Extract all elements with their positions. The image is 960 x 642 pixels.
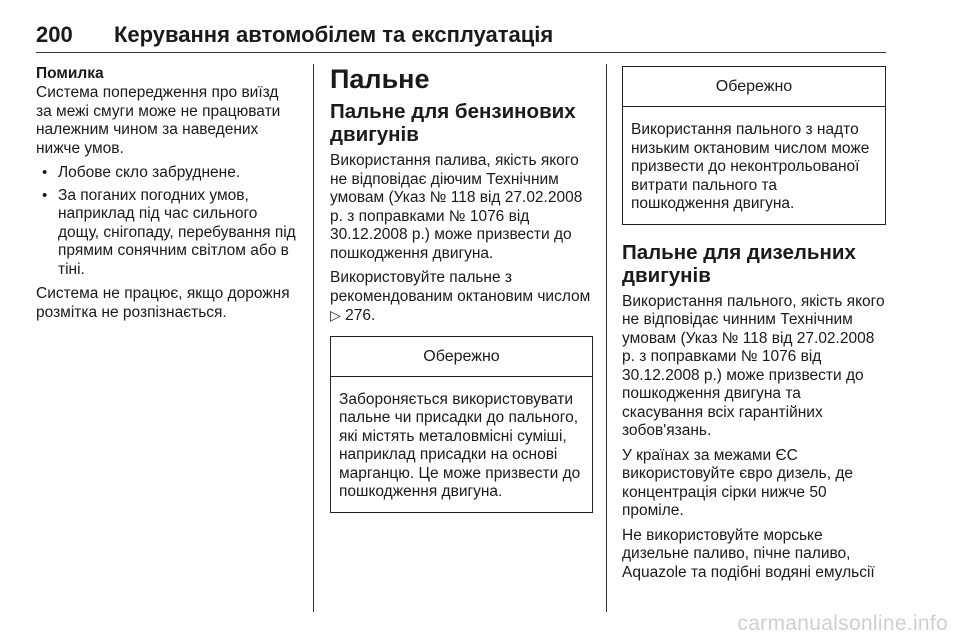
list-item xyxy=(36,164,298,183)
caution-box xyxy=(622,66,886,225)
watermark: carmanualsonline.info xyxy=(737,612,948,635)
section-heading-fault: Помилка xyxy=(36,65,104,82)
bullet-icon: • xyxy=(42,186,48,204)
column-right xyxy=(622,64,886,588)
column-left xyxy=(36,64,298,328)
paragraph: Використання пального, якість якого не відповідає чинним Технічним умовам (Указ № 118 від 27.02.2008 р. з поправками № 1076 від 30.12.2008 р.) може призвести до пошкодження двигуна та скасування всіх гарантійних зобов'язань. xyxy=(622,292,885,439)
chapter-title: Керування автомобілем та експлуатація xyxy=(114,22,554,47)
list-item xyxy=(36,187,298,280)
caution-title: Обережно xyxy=(331,337,592,377)
page-reference[interactable]: 276. xyxy=(345,307,376,324)
caution-box xyxy=(330,336,593,513)
section-title-fuel: Пальне xyxy=(330,64,430,94)
column-divider xyxy=(606,64,607,612)
caution-body: Використання пального з надто низьким октановим числом може призвести до неконтрольованої витрати пального та пошкодження двигуна. xyxy=(631,121,870,212)
paragraph: Система не працює, якщо дорожня розмітка не розпізнається. xyxy=(36,285,290,321)
page-header xyxy=(36,22,886,53)
list-item-text: За поганих погодних умов, наприклад під час сильного дощу, снігопаду, перебування під прямим сонячним світлом або в тіні. xyxy=(58,186,296,278)
paragraph: Використання палива, якість якого не відповідає діючим Технічним умовам (Указ № 118 від 27.02.2008 р. з поправками № 1076 від 30.12.2008 р.) може призвести до пошкодження двигуна. xyxy=(330,152,583,262)
column-middle xyxy=(330,64,593,523)
paragraph-text: Використовуйте пальне з рекомендованим октановим числом xyxy=(330,269,591,305)
caution-body: Забороняється використовувати пальне чи присадки до пального, які містять металовмісні суміші, наприклад присадки на основі марганцю. Це може призвести до пошкодження двигуна. xyxy=(339,390,581,500)
list-item-text: Лобове скло забруднене. xyxy=(58,164,241,181)
paragraph: Система попередження про виїзд за межі смуги може не працювати належним чином за наведених нижче умов. xyxy=(36,84,281,157)
subsection-title-petrol: Пальне для бензинових двигунів xyxy=(330,100,576,146)
paragraph: У країнах за межами ЄС використовуйте євро дизель, де концентрація сірки нижче 50 проміле. xyxy=(622,446,854,519)
paragraph: Не використовуйте морське дизельне паливо, пічне паливо, Aquazole та подібні водяні емульсії xyxy=(622,526,875,581)
bullet-list xyxy=(36,164,298,279)
paragraph xyxy=(330,269,593,326)
page-reference-icon[interactable]: ▷ xyxy=(330,307,341,323)
caution-title: Обережно xyxy=(623,67,885,107)
column-divider xyxy=(313,64,314,612)
bullet-icon: • xyxy=(42,164,48,181)
page-number: 200 xyxy=(36,22,73,47)
subsection-title-diesel: Пальне для дизельних двигунів xyxy=(622,240,856,287)
